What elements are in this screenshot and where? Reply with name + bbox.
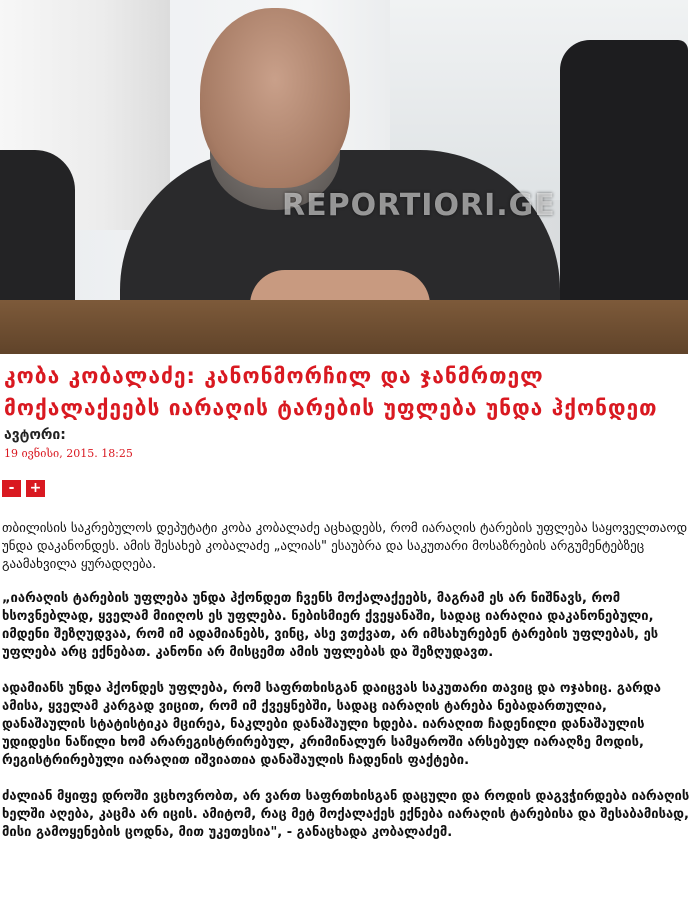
article-paragraph: „იარაღის ტარების უფლება უნდა ჰქონდეთ ჩვენს მოქალაქეებს, მაგრამ ეს არ ნიშნავს, რომ ხსოვნებლად, ყველამ მიიღოს ეს უფლება. ნებისმიერ ქვეყანაში, სადაც იარაღია დაკანონებული, იმდენი შეზღუდვაა, რომ იმ ადამიანებს, ვინც, ასე ვთქვათ, არ იმსახურებენ ტარების უფლებას, ეს უფლება არც ექნებათ. კანონი არ მისცემთ ამის უფლებას და შეზღუდავთ. <box>2 591 659 660</box>
photo-watermark: REPORTIORI.GE <box>282 188 556 223</box>
photo-person-head <box>200 8 350 188</box>
font-increase-button[interactable]: + <box>26 480 45 497</box>
photo-table <box>0 300 688 354</box>
article-paragraph: ადამიანს უნდა ჰქონდეს უფლება, რომ საფრთხისგან დაიცვას საკუთარი თავიც და ოჯახიც. გარდა ამისა, ყველამ კარგად ვიცით, რომ იმ ქვეყნებში, სადაც იარაღის ტარება ნებადართულია, დანაშაულის სტატისტიკა მცირეა, ნაკლები დანაშაული ხდება. იარაღით ჩადენილი დანაშაულის უდიდესი ნაწილი ხომ არარეგისტრირებულ, კრიმინალურ სამყაროში არსებულ იარაღზე მოდის, რეგისტრირებული იარაღით იშვიათია დანაშაულის ჩადენის ფაქტები. <box>2 681 661 768</box>
publish-date: 19 ივნისი, 2015. 18:25 <box>4 447 133 460</box>
author-label: ავტორი: <box>4 427 66 443</box>
font-decrease-button[interactable]: - <box>2 480 21 497</box>
article-paragraph-lead: თბილისის საკრებულოს დეპუტატი კობა კობალაძე აცხადებს, რომ იარაღის ტარების უფლება საყოველთაოდ უნდა დაკანონდეს. ამის შესახებ კობალაძე „ალიას" ესაუბრა და საკუთარი მოსაზრების არგუმენტებზეც გაამახვილა ყურადღება. <box>2 521 688 572</box>
article-title: კობა კობალაძე: კანონმორჩილ და ჯანმრთელ მოქალაქეებს იარაღის ტარების უფლება უნდა ჰქონდეთ <box>4 364 658 420</box>
article-body <box>2 520 694 860</box>
article-paragraph: ძალიან მყიფე დროში ვცხოვრობთ, არ ვართ საფრთხისგან დაცული და როდის დაგვჭირდება იარაღის ხელში აღება, კაცმა არ იცის. ამიტომ, რაც მეტ მოქალაქეს ექნება იარაღის ტარებისა და შესაბამისად, მისი გამოყენების ცოდნა, მით უკეთესია", - განაცხადა კობალაძემ. <box>2 789 690 840</box>
font-size-controls <box>2 480 45 497</box>
article-photo <box>0 0 688 354</box>
